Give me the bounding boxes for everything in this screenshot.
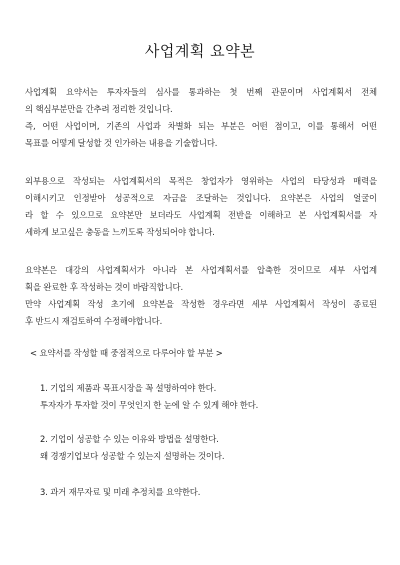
list-item-heading: 3. 과거 재무자료 및 미래 추정치를 요약한다. (40, 487, 201, 497)
list-item-detail: 왜 경쟁기업보다 성공할 수 있는지 설명하는 것이다. (40, 451, 225, 461)
paragraph-line: 외부용으로 작성되는 사업계획서의 목적은 창업자가 영위하는 사업의 타당성과 매력을 (25, 176, 377, 186)
section-heading: < 요약서를 작성할 때 중점적으로 다루어야 할 부분 > (30, 348, 223, 358)
list-item-heading: 1. 기업의 제품과 목표시장을 꼭 설명하여야 한다. (40, 383, 217, 393)
paragraph-line: 획을 완료한 후 작성하는 것이 바람직합니다. (25, 282, 183, 292)
paragraph-line: 이해시키고 인정받아 성공적으로 자금을 조달하는 것입니다. 요약본은 사업의 얼굴이 (25, 193, 377, 203)
paragraph-line: 세하게 보고싶은 충동을 느끼도록 작성되어야 합니다. (25, 227, 215, 237)
paragraph-line: 목표를 어떻게 달성할 것 인가하는 내용을 기술합니다. (25, 138, 218, 148)
paragraph-line: 의 핵심부분만을 간추려 정리한 것입니다. (25, 104, 173, 114)
paragraph-line: 요약본은 대강의 사업계획서가 아니라 본 사업계획서를 압축한 것이므로 세부 사업계 (25, 265, 377, 275)
paragraph-line: 사업계획 요약서는 투자자들의 심사를 통과하는 첫 번째 관문이며 사업계획서 전체 (25, 87, 377, 97)
list-item-heading: 2. 기업이 성공할 수 있는 이유와 방법을 설명한다. (40, 434, 219, 444)
paragraph-line: 후 반드시 재검토하여 수정해야합니다. (25, 316, 163, 326)
paragraph-line: 즉, 어떤 사업이며, 기존의 사업과 차별화 되는 부분은 어떤 점이고, 이를 통해서 어떤 (25, 121, 377, 131)
paragraph-line: 라 할 수 있으므로 요약본만 보더라도 사업계획 전반을 이해하고 본 사업계획서를 자 (25, 210, 377, 220)
page-title: 사업계획 요약본 (144, 42, 256, 60)
list-item-detail: 투자자가 투자할 것이 무엇인지 한 눈에 알 수 있게 해야 한다. (40, 400, 259, 410)
paragraph-line: 만약 사업계획 작성 초기에 요약본을 작성한 경우라면 세부 사업계획서 작성이 종료된 (25, 299, 377, 309)
